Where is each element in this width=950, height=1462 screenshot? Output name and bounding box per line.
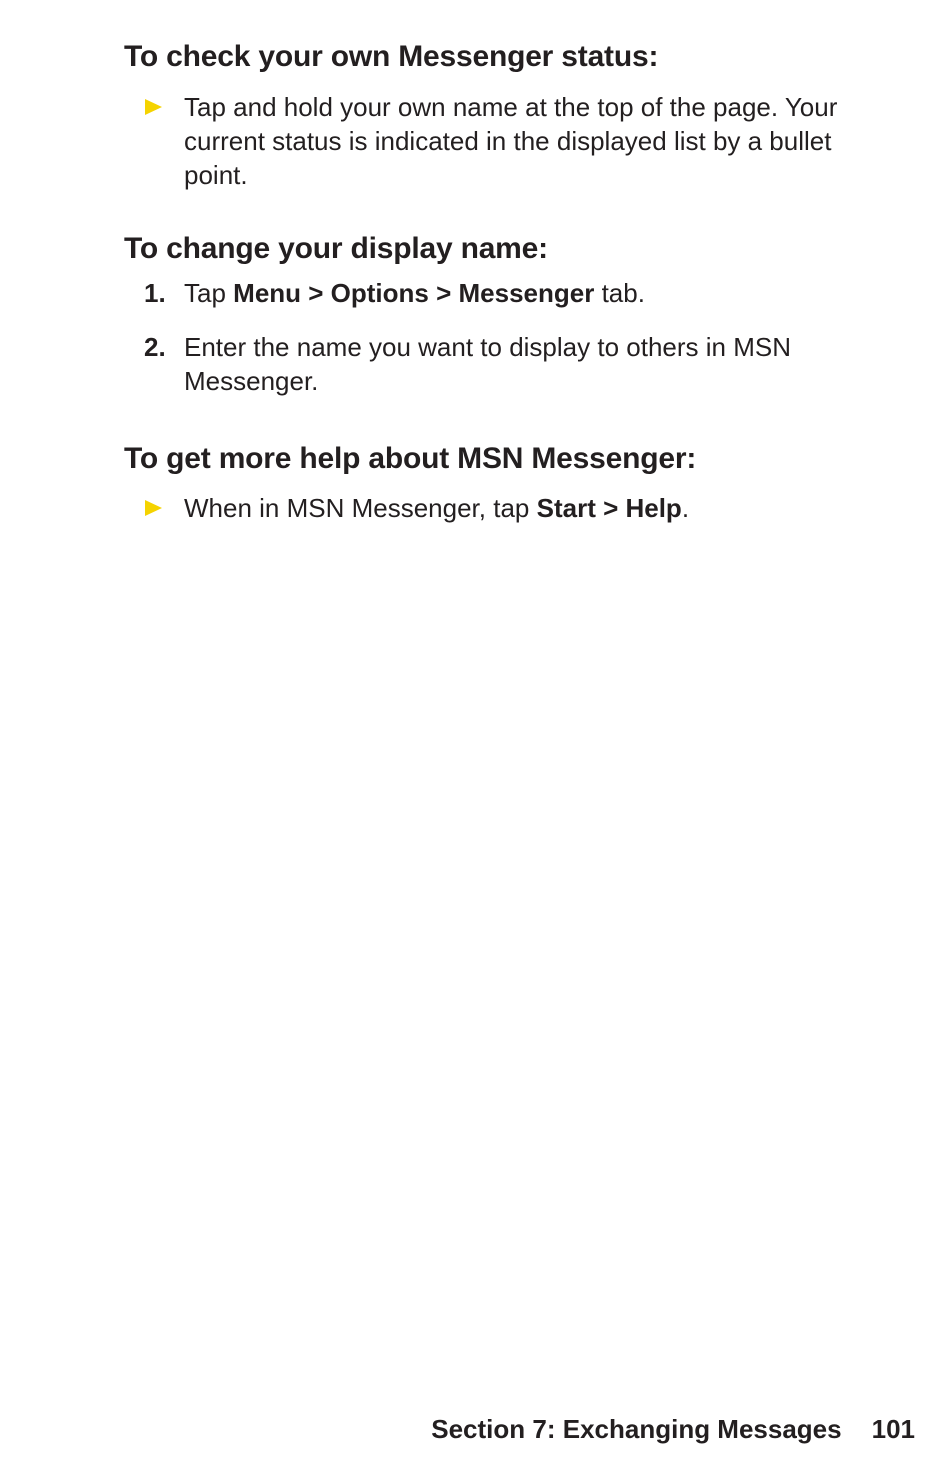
step-menu-path: Menu > Options > Messenger [233, 278, 595, 308]
heading-check-status: To check your own Messenger status: [124, 40, 659, 73]
heading-change-display-name: To change your display name: [124, 232, 548, 265]
bullet-item-more-help [124, 491, 894, 525]
bullet-item-check-status [124, 90, 894, 192]
step-number: 2. [144, 332, 166, 362]
bullet-arrow-icon [145, 500, 162, 516]
step-item-1 [124, 276, 894, 310]
bullet-arrow-icon [145, 99, 162, 115]
bullet-text-prefix: When in MSN Messenger, tap [184, 493, 537, 523]
heading-more-help: To get more help about MSN Messenger: [124, 442, 697, 475]
bullet-menu-path: Start > Help [536, 493, 682, 523]
step-text-suffix: tab. [594, 278, 645, 308]
step-text: Enter the name you want to display to others in MSN Messenger. [184, 332, 791, 396]
step-number: 1. [144, 278, 166, 308]
footer-section-title: Section 7: Exchanging Messages [431, 1414, 842, 1444]
footer-page-number: 101 [871, 1414, 915, 1444]
bullet-text: Tap and hold your own name at the top of the page. Your current status is indicated in the displayed list by a bullet point. [184, 92, 838, 190]
page-footer [431, 1411, 915, 1447]
step-item-2 [124, 330, 894, 398]
page-content [124, 38, 894, 525]
bullet-text-suffix: . [681, 493, 690, 523]
step-text-prefix: Tap [184, 278, 234, 308]
